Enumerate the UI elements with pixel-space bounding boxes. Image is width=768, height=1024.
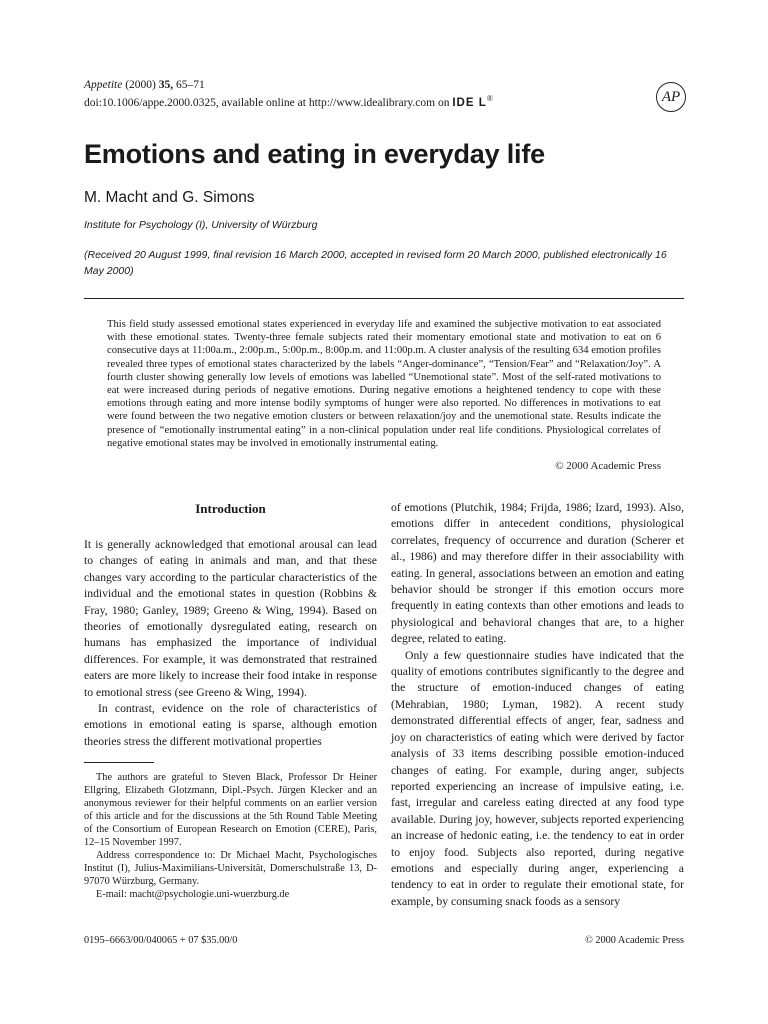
journal-pages: 65–71 (176, 79, 205, 91)
footnote-email: E-mail: macht@psychologie.uni-wuerzburg.de (96, 889, 290, 900)
article-title: Emotions and eating in everyday life (84, 139, 545, 169)
journal-volume: 35, (158, 79, 174, 91)
paragraph: of emotions (Plutchik, 1984; Frijda, 1986; Izard, 1993). Also, emotions differ in antecedent conditions, physiological correlates, frequency of occurrence and duration (Scherer et al., 1986) and may therefore differ in their associability with eating. In general, associations between an emotion and eating behavior should be stronger if this emotion occurs more frequently in eating contexts than other emotions and leads to physiological and behavioral changes that are, to a higher degree, related to eating. (391, 501, 684, 646)
left-column (84, 500, 377, 750)
footnote-acknowledgement: The authors are grateful to Steven Black, Professor Dr Heiner Ellgring, Elizabeth Glotzmann, Dipl.-Psych. Jürgen Klecker and an anonymous reviewer for their helpful comments on an earlier version of this article and for the discussions at the 5th Round Table Meeting of the Consortium of European Research on Emotion (CERE), Paris, 12–15 November 1997. (84, 772, 377, 848)
received-dates: (Received 20 August 1999, final revision 16 March 2000, accepted in revised form 20 March 2000, published electronically 16 May 2000) (84, 249, 667, 277)
journal-citation (84, 78, 493, 110)
paragraph: Only a few questionnaire studies have indicated that the quality of emotions contributes significantly to the degree and the structure of emotion-induced changes of eating (Mehrabian, 1980; Lyman, 1982). A recent study demonstrated differential effects of anger, fear, sadness and joy on characteristics of eating which were derived by factor analysis of 33 items describing possible emotion-induced changes of eating. For example, during anger, subjects reported experiencing an increase of impulsive eating, i.e. fast, irregular and careless eating directed at any food type available. During joy, however, subjects reported experiencing an increase of hedonic eating, i.e. the tendency to eat in order to enjoy food. Subjects also reported, during negative emotions and especially during anger, experiencing a tendency to eat in order to regulate their emotional state, for example, by consuming snack foods as a sensory (391, 648, 684, 908)
ideal-logo: IDE L (452, 96, 487, 109)
footnote-correspondence: Address correspondence to: Dr Michael Macht, Psychologisches Institut (I), Julius-Maximilians-Universität, Domerschulstraße 13, D-97070 Würzburg, Germany. (84, 850, 377, 887)
right-column (391, 500, 684, 910)
footer-code: 0195–6663/00/040065 + 07 $35.00/0 (84, 935, 238, 946)
paragraph: It is generally acknowledged that emotional arousal can lead to changes of eating in animals and man, and that these changes vary according to the particular characteristics of the individual and the emotional states in question (Robbins & Fray, 1980; Ganley, 1989; Greeno & Wing, 1994). Based on theories of emotionally dysregulated eating, research on humans has emphasized the importance of individual differences. For example, it was demonstrated that restrained eaters are more likely to increase their food intake in response to emotional stress (see Greeno & Wing, 1994). (84, 538, 377, 699)
journal-year: (2000) (125, 79, 156, 91)
abstract-copyright: © 2000 Academic Press (555, 460, 661, 472)
paragraph: In contrast, evidence on the role of characteristics of emotions in emotional eating is sparse, although emotion theories stress the different motivational properties (84, 702, 377, 748)
footer-copyright: © 2000 Academic Press (584, 935, 684, 946)
authors: M. Macht and G. Simons (84, 189, 255, 206)
section-heading-introduction: Introduction (195, 501, 266, 516)
affiliation: Institute for Psychology (I), University of Würzburg (84, 219, 318, 231)
doi-line: doi:10.1006/appe.2000.0325, available online at http://www.idealibrary.com on (84, 96, 450, 109)
publisher-logo: AP (656, 82, 686, 112)
footnotes (84, 771, 377, 901)
header-divider (84, 298, 684, 299)
footnote-divider (84, 762, 154, 763)
journal-name: Appetite (84, 79, 123, 91)
abstract: This field study assessed emotional states experienced in everyday life and examined the subjective motivation to eat associated with these emotional states. Twenty-three female subjects rated their momentary emotional state and motivation to eat on 6 consecutive days at 11:00a.m., 2:00p.m., 5:00p.m., 8:00p.m. and 11:00p.m. A cluster analysis of the resulting 634 emotion profiles revealed three types of emotional states characterized by the labels “Anger-dominance”, “Tension/Fear” and “Relaxation/Joy”. A fourth cluster showing generally low levels of emotions was labelled “Unemotional state”. Most of the self-rated motivations to eat were increased during periods of negative emotions. During negative emotions a heightened tendency to cope with these emotions through eating and more intense bodily symptoms of hunger were also reported. No differences in motivations to eat were found between the two negative emotion clusters or between relaxation/joy and the unemotional state. Results indicate the presence of “emotionally instrumental eating” in a non-clinical population under real life conditions. Physiological correlates of negative emotional states may be involved in emotionally instrumental eating. (107, 319, 661, 449)
registered-mark: ® (486, 94, 493, 103)
